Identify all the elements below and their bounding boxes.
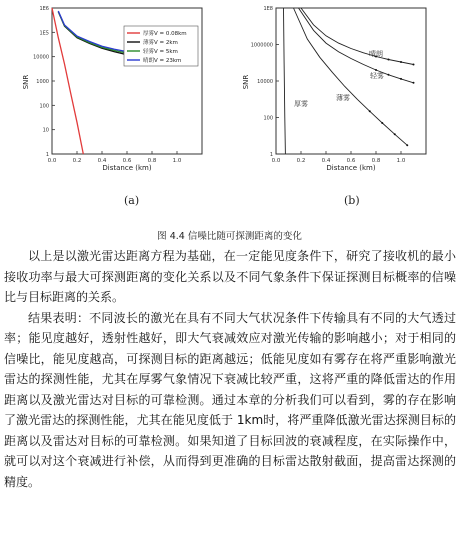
chart-b-xlabel: Distance (km) bbox=[326, 164, 376, 172]
figure-a bbox=[14, 0, 214, 192]
b-series-marker bbox=[413, 64, 415, 66]
figure-caption: 图 4.4 信噪比随可探测距离的变化 bbox=[157, 231, 302, 242]
b-series-marker bbox=[394, 133, 396, 135]
b-series-marker bbox=[413, 82, 415, 84]
b-series-marker bbox=[400, 78, 402, 80]
b-annotation-2: 薄雾 bbox=[336, 94, 350, 102]
paragraph-2: 结果表明：不同波长的激光在具有不同大气状况条件下传输具有不同的大气透过率；能见度越好，透射性越好，即大气衰减效应对激光传输的影响越小；对于相同的信噪比，能见度越高，可探测目标的距离越远；低能见度如有雾存在将严重影响激光雷达的探测性能，尤其在厚雾气象情况下衰减比较严重，这将严重的降低雷达的作用距离以及激光雷达对目标的可靠检测。通过本章的分析我们可以看到，雾的存在影响了激光雷达的探测性能，尤其在能见度低于 1km时，将严重降低激光雷达探测目标的距离以及雷达对目标的可靠检测。如果知道了目标回波的衰减程度，在实际操作中，就可以对这个衰减进行补偿，从而得到更准确的目标雷达散射截面，提高雷达探测的精度。 bbox=[4, 310, 456, 489]
b-series-line-1 bbox=[299, 8, 414, 83]
a-ytick-label: 10 bbox=[42, 127, 49, 134]
chart-a-svg bbox=[14, 0, 214, 192]
a-xtick-label: 0.8 bbox=[147, 158, 157, 164]
chart-a-ylabel: SNR bbox=[22, 74, 30, 90]
paragraph-1: 以上是以激光雷达距离方程为基础，在一定能见度条件下，研究了接收机的最小接收功率与最大可探测距离的变化关系以及不同气象条件下保证探测目标概率的信噪比与目标距离的关系。 bbox=[4, 249, 456, 304]
chart-b-svg bbox=[238, 0, 448, 192]
a-legend-label-1: 薄雾V = 2km bbox=[143, 40, 178, 46]
b-xtick-label: 0.2 bbox=[296, 158, 306, 164]
a-ytick-label: 10000 bbox=[33, 54, 49, 61]
a-xtick-label: 1.0 bbox=[172, 158, 182, 164]
b-series-marker bbox=[369, 110, 371, 112]
b-xtick-label: 0.8 bbox=[371, 158, 381, 164]
a-ytick-label: 100 bbox=[39, 103, 49, 110]
a-ytick-label: 1E5 bbox=[39, 30, 49, 37]
b-series-line-3 bbox=[284, 8, 286, 154]
a-ytick-label: 1 bbox=[45, 152, 49, 158]
b-ytick-label: 100 bbox=[263, 115, 273, 122]
b-xtick-label: 1.0 bbox=[396, 158, 406, 164]
b-series-marker bbox=[381, 122, 383, 124]
a-ytick-label: 1E6 bbox=[39, 6, 49, 12]
a-ytick-label: 1000 bbox=[36, 79, 49, 85]
b-series-marker bbox=[400, 61, 402, 63]
a-legend-label-0: 厚雾V = 0.08km bbox=[143, 31, 187, 37]
b-xtick-label: 0.6 bbox=[346, 158, 356, 164]
a-xtick-label: 0.2 bbox=[72, 158, 82, 164]
b-series-line-0 bbox=[301, 8, 414, 65]
b-series-marker bbox=[406, 144, 408, 146]
b-annotation-1: 轻雾 bbox=[370, 72, 384, 80]
a-xtick-label: 0.0 bbox=[47, 158, 57, 164]
figure-b bbox=[238, 0, 448, 192]
b-annotation-0: 晴朗 bbox=[369, 50, 383, 58]
b-ytick-label: 1E8 bbox=[263, 6, 273, 12]
panel-label-b: (b) bbox=[344, 194, 360, 207]
chart-b-ylabel: SNR bbox=[242, 74, 250, 90]
b-series-marker bbox=[388, 59, 390, 61]
b-xtick-label: 0.0 bbox=[271, 158, 281, 164]
b-series-line-2 bbox=[294, 8, 408, 145]
a-legend-label-2: 轻雾V = 5km bbox=[143, 49, 178, 55]
a-xtick-label: 0.6 bbox=[122, 158, 132, 164]
b-series-marker bbox=[388, 74, 390, 76]
chart-b-frame bbox=[276, 8, 426, 154]
b-ytick-label: 1 bbox=[269, 152, 273, 158]
panel-label-a: (a) bbox=[124, 194, 140, 207]
b-ytick-label: 10000 bbox=[257, 79, 273, 85]
b-series-marker bbox=[375, 69, 377, 71]
a-legend-label-3: 晴朗V = 23km bbox=[143, 58, 182, 64]
b-xtick-label: 0.4 bbox=[321, 158, 331, 164]
a-xtick-label: 0.4 bbox=[97, 158, 107, 164]
chart-a-xlabel: Distance (km) bbox=[102, 164, 152, 172]
b-annotation-3: 厚雾 bbox=[294, 100, 308, 108]
b-ytick-label: 1000000 bbox=[250, 42, 273, 49]
body-text bbox=[4, 246, 456, 492]
